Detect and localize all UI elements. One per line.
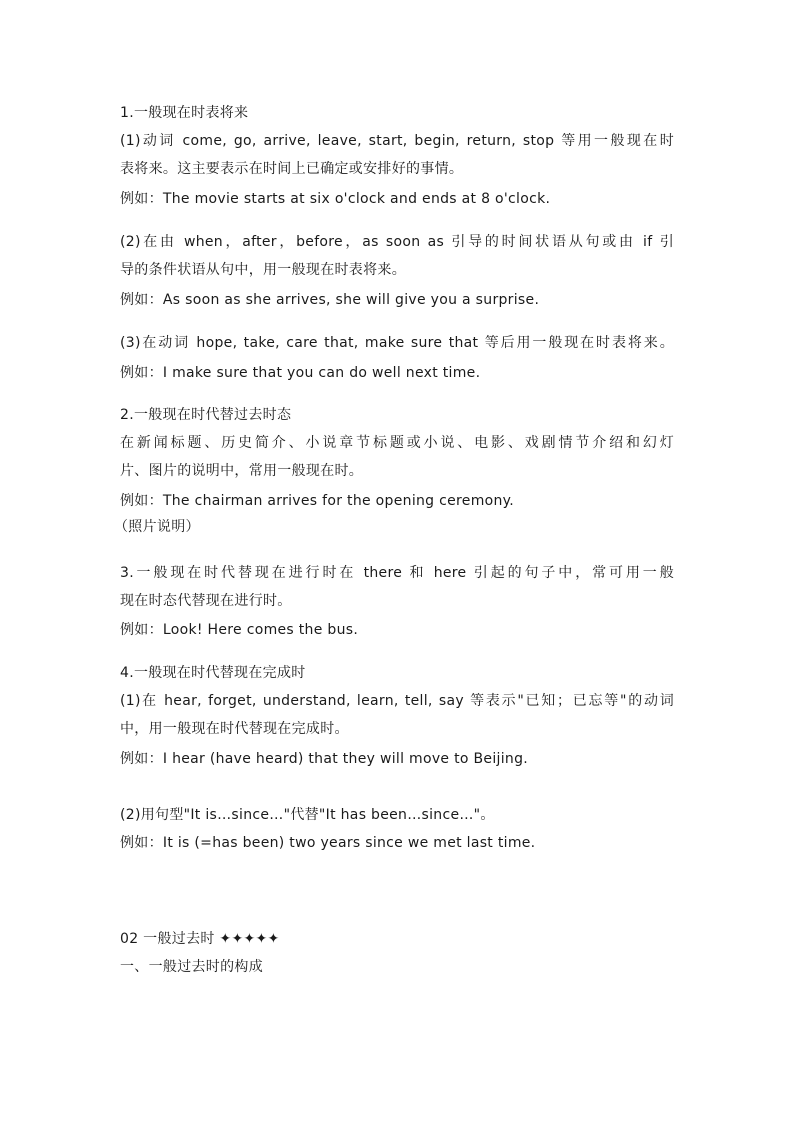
- section-1-para-2-line-1: (2)在由 when，after，before，as soon as 引导的时间状语从句或由 if 引: [120, 234, 674, 250]
- section-3-line-2: 现在时态代替现在进行时。: [120, 593, 292, 609]
- section-2-line-1: 在新闻标题、历史简介、小说章节标题或小说、电影、戏剧情节介绍和幻灯: [120, 435, 674, 451]
- section-4-para-2-example: 例如：It is (=has been) two years since we met last time.: [120, 835, 536, 851]
- section-1-para-1-line-2: 表将来。这主要表示在时间上已确定或安排好的事情。: [120, 161, 464, 177]
- section-2-title: 2.一般现在时代替过去时态: [120, 407, 292, 423]
- section-1-title: 1.一般现在时表将来: [120, 105, 249, 121]
- section-1-para-2-line-2: 导的条件状语从句中，用一般现在时表将来。: [120, 262, 406, 278]
- section-4-para-1-example: 例如：I hear (have heard) that they will move to Beijing.: [120, 751, 529, 767]
- section-1-para-1-example: 例如：The movie starts at six o'clock and ends at 8 o'clock.: [120, 191, 551, 207]
- section-1-para-2-example: 例如：As soon as she arrives, she will give you a surprise.: [120, 292, 540, 308]
- section-4-title: 4.一般现在时代替现在完成时: [120, 665, 306, 681]
- section-1-para-1-line-1: (1)动词 come, go, arrive, leave, start, begin, return, stop 等用一般现在时: [120, 133, 674, 149]
- section-3-example: 例如：Look! Here comes the bus.: [120, 622, 359, 638]
- section-1-para-3-example: 例如：I make sure that you can do well next time.: [120, 365, 481, 381]
- section-3-line-1: 3.一般现在时代替现在进行时在 there 和 here 引起的句子中，常可用一般: [120, 565, 674, 581]
- section-4-para-1-line-2: 中，用一般现在时代替现在完成时。: [120, 721, 349, 737]
- section-4-para-1-line-1: (1)在 hear, forget, understand, learn, tell, say 等表示"已知；已忘等"的动词: [120, 693, 674, 709]
- section-1-para-3-line-1: (3)在动词 hope, take, care that, make sure that 等后用一般现在时表将来。: [120, 335, 674, 351]
- subheading-composition: 一、一般过去时的构成: [120, 959, 263, 975]
- section-4-para-2-line-1: (2)用句型"It is…since…"代替"It has been…since…"。: [120, 807, 495, 823]
- section-2-example: 例如：The chairman arrives for the opening ceremony.: [120, 493, 515, 509]
- section-2-note: （照片说明）: [114, 519, 200, 535]
- section-2-line-2: 片、图片的说明中，常用一般现在时。: [120, 463, 364, 479]
- heading-02-simple-past: 02 一般过去时 ✦✦✦✦✦: [120, 931, 280, 947]
